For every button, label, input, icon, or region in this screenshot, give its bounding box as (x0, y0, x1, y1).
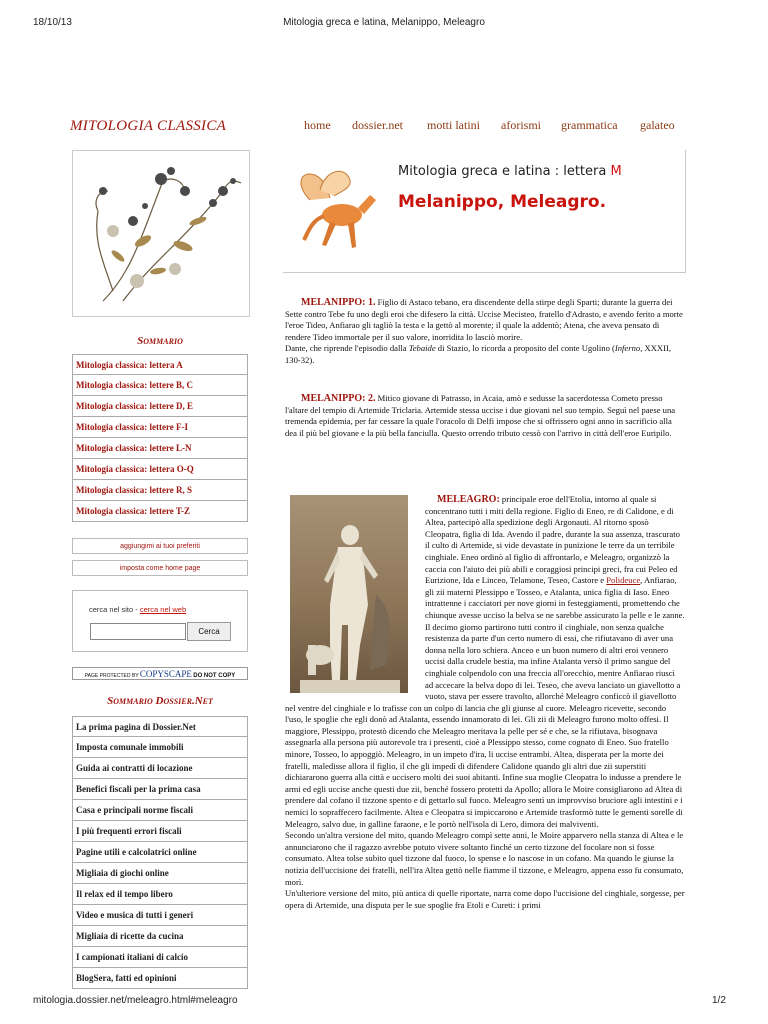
add-favorites-button[interactable]: aggiungimi ai tuoi preferiti (72, 538, 248, 554)
print-url: mitologia.dossier.net/meleagro.html#meleagro (33, 995, 238, 1006)
sommario-item-d-e[interactable]: Mitologia classica: lettere D, E (72, 396, 248, 417)
meleagro-heading: MELEAGRO: (437, 494, 500, 505)
meleagro-paragraph (285, 494, 685, 989)
dossier-item[interactable]: Migliaia di ricette da cucina (72, 926, 248, 947)
image-spacer (285, 494, 425, 697)
print-tab-title: Mitologia greca e latina, Melanippo, Meleagro (283, 17, 485, 28)
meleagro-text-d: Un'ulteriore versione del mito, più antica di quelle riportate, narra come dopo l'uccisione del cinghiale, sorgesse, per opera di Artemide, una disputa per le sue spoglie fra Etoli e Cureti: i primi (285, 888, 685, 910)
melanippo-2-paragraph (285, 393, 685, 455)
melanippo-1-paragraph (285, 297, 685, 383)
dossier-item[interactable]: BlogSera, fatti ed opinioni (72, 968, 248, 989)
copyscape-suffix: DO NOT COPY (193, 673, 236, 679)
floral-ornament-image (72, 150, 250, 317)
nav-grammatica[interactable]: grammatica (561, 118, 618, 132)
pegasus-icon (290, 160, 385, 260)
print-page-number: 1/2 (712, 995, 726, 1006)
dossier-item[interactable]: Migliaia di giochi online (72, 863, 248, 884)
sommario-title: Sommario (137, 335, 183, 347)
meleagro-text-c: Secondo un'altra versione del mito, quando Meleagro compì sette anni, le Moire apparvero nella stanza di Altea e le annunciarono che il ragazzo avrebbe potuto vivere soltanto finché un certo tizzone del focolare non si fosse consumato. Altea tolse subito quel tizzone dal fuoco, lo spense e lo nascose in un cofano. Ma quando le giunse la notizia dell'uccisione dei fratelli, nell'ira Altea gettò nelle fiamme il tizzone, e Meleagro, appena esso fu consumato, morì. (285, 830, 684, 887)
dante-text-mid: di Stazio, lo ricorda a proposito del conte Ugolino ( (435, 343, 615, 354)
copyscape-badge[interactable] (72, 667, 248, 680)
sommario-item-o-q[interactable]: Mitologia classica: lettera O-Q (72, 459, 248, 480)
sommario-item-a[interactable]: Mitologia classica: lettera A (72, 354, 248, 375)
search-box (72, 590, 248, 652)
dossier-item[interactable]: Il relax ed il tempo libero (72, 884, 248, 905)
nav-dossier[interactable]: dossier.net (352, 118, 403, 132)
nav-home[interactable]: home (304, 118, 331, 132)
melanippo-2-text: Mitico giovane di Patrasso, in Acaia, amò e sedusse la sacerdotessa Cometo presso l'altare del tempio di Artemide Triclaria. Artemide stessa uccise i due giovani nel suo tempio. Seguì nel paese una tremenda epidemia, per far cessare la quale l'oracolo di Delfi impose che si offrissero ogni anno in sacrificio alla dea il più bel giovane e la più bella fanciulla. Questo orrendo tributo cessò con l'arrivo in città dell'eroe Euripilo. (285, 393, 676, 438)
banner-letter: M (610, 164, 622, 179)
dossier-item[interactable]: La prima pagina di Dossier.Net (72, 716, 248, 737)
dossier-item[interactable]: Benefici fiscali per la prima casa (72, 779, 248, 800)
melanippo-1-heading: MELANIPPO: 1. (301, 297, 376, 308)
tebaide-title: Tebaide (408, 343, 436, 354)
sommario-item-t-z[interactable]: Mitologia classica: lettere T-Z (72, 501, 248, 522)
dossier-menu (72, 716, 248, 989)
dossier-item[interactable]: I più frequenti errori fiscali (72, 821, 248, 842)
set-homepage-button[interactable]: imposta come home page (72, 560, 248, 576)
dossier-item[interactable]: Guida ai contratti di locazione (72, 758, 248, 779)
nav-aforismi[interactable]: aforismi (501, 118, 541, 132)
copyscape-prefix: PAGE PROTECTED BY (84, 673, 139, 679)
search-web-link[interactable]: cerca nel web (139, 605, 187, 614)
dossier-item[interactable]: Video e musica di tutti i generi (72, 905, 248, 926)
copyscape-brand: COPYSCAPE (139, 669, 192, 679)
search-label: cerca nel sito - (89, 605, 140, 614)
meleagro-text-a: principale eroe dell'Etolia, intorno al quale si concentrano tutti i miti della regione. Figlio di Eneo, re di Calidone, e di Altea, partecipò alla spedizione degli Argonauti. Al ritorno sposò Cleopatra, figlia di Ida. Avendo il padre, durante la sua assenza, trascurato il culto di Artemide, si vide devastate in punizione le terre da un terribile cinghiale. Eneo ordinò al figlio di affrontarlo, e Meleagro, organizzò la caccia con l'aiuto dei più abili e coraggiosi principi greci, fra cui Peleo ed Eurizione, Ida e Linceo, Telamone, Teseo, Castore e (425, 494, 680, 586)
sommario-item-b-c[interactable]: Mitologia classica: lettere B, C (72, 375, 248, 396)
search-button[interactable]: Cerca (187, 622, 231, 641)
sommario-item-r-s[interactable]: Mitologia classica: lettere R, S (72, 480, 248, 501)
search-input[interactable] (90, 623, 186, 640)
site-title[interactable]: MITOLOGIA CLASSICA (70, 118, 227, 134)
dante-text-end: , XXXII, 130-32). (285, 343, 671, 365)
meleagro-text-b: , Anfiarao, gli zii materni Plessippo e Tosseo, e Atalanta, unica figlia di Iaso. Eneo intrattenne i cacciatori per nove giorni in festeggiamenti, promettendo che chiunque avesse ucciso la belva se ne sarebbe assicurato la pelle e le zanne. Il decimo giorno partirono tutti contro il cinghiale, non senza qualche resistenza da parte d'un certo numero di essi, che rifiutavano di aver una donna nella loro schiera. Anceo e un buon numero di altri eroi vennero uccisi dalla crudele bestia, ma infine Atalanta versò il primo sangue del cinghiale colpendolo con una freccia all'orecchio, mentre Anfiarao riuscì ad accecare la belva dopo di lei. Teseo, che aveva lanciato un giavellotto a vuoto, stava per essere travolto, allorché Meleagro conficcò il giavellotto nel ventre del cinghiale e lo trafisse con un colpo di lancia che gli giunse al cuore. Meleagro ricevette, secondo l'uso, le spoglie che egli donò ad Atalanta, essendo innamorato di lei. Gli zii di Meleagro furono molto offesi. Il maggiore, Plessippo, protestò dicendo che Meleagro meritava la pelle per sé e che, se la rifiutava, bisognava assegnarla alla persona più autorevole tra i presenti, cioè a Plessippo stesso, come cognato di Eneo. Suo fratello minore, Tosseo, lo appoggiò. Meleagro, in un impeto d'ira, li uccise entrambi. Altea, disperata per la morte dei fratelli, maledisse allora il figlio, il che gli impedì di difendere Calidone quando gli altri due zii superstiti dichiararono guerra alla città e uccisero molti dei suoi abitanti. Infine sua moglie Cleopatra lo indusse a prendere le armi ed egli uccise anche questi due zii, benché fossero protetti da Apollo; allora le Moire consigliarono ad Altea di prendere dal cofano il tizzone spento e di gettarlo sul fuoco. Meleagro sentì un improvviso bruciore agli intestini e i nemici lo sopraffecero facilmente. Altea e Cleopatra si impiccarono e Artemide trasformò tutte le gementi sorelle di Meleagro, salvo due, in galline faraone, e le portò nell'isola di Lero, dimora dei malviventi. (285, 575, 685, 829)
page-title: Melanippo, Meleagro. (398, 192, 607, 212)
sommario-menu (72, 354, 248, 522)
nav-galateo[interactable]: galateo (640, 118, 675, 132)
print-date: 18/10/13 (33, 17, 72, 28)
dossier-item[interactable]: Imposta comunale immobili (72, 737, 248, 758)
sommario-item-f-i[interactable]: Mitologia classica: lettere F-I (72, 417, 248, 438)
melanippo-2-heading: MELANIPPO: 2. (301, 393, 376, 404)
sommario-item-l-n[interactable]: Mitologia classica: lettere L-N (72, 438, 248, 459)
inferno-title: Inferno (614, 343, 641, 354)
dossier-item[interactable]: Pagine utili e calcolatrici online (72, 842, 248, 863)
dossier-title: Sommario Dossier.Net (107, 695, 213, 707)
nav-motti-latini[interactable]: motti latini (427, 118, 480, 132)
polideuce-link[interactable]: Polideuce (606, 575, 641, 586)
melanippo-1-text: Figlio di Astaco tebano, era discendente della stirpe degli Sparti; durante la guerra dei Sette contro Tebe fu uno degli eroi che difesero la città. Uccise Mecisteo, fratello d'Adrasto, e avendo ferito a morte l'eroe Tideo, Anfiarao gli tagliò la testa e la gettò al morente; il quale la addentò; Atena, che aveva pensato di rendere Tideo immortale per il suo valore, inorridita lo lasciò morire. (285, 297, 683, 342)
dossier-item[interactable]: Casa e principali norme fiscali (72, 800, 248, 821)
banner-subtitle: Mitologia greca e latina : lettera (398, 164, 607, 179)
dante-text: Dante, che riprende l'episodio dalla (285, 343, 409, 354)
dossier-item[interactable]: I campionati italiani di calcio (72, 947, 248, 968)
